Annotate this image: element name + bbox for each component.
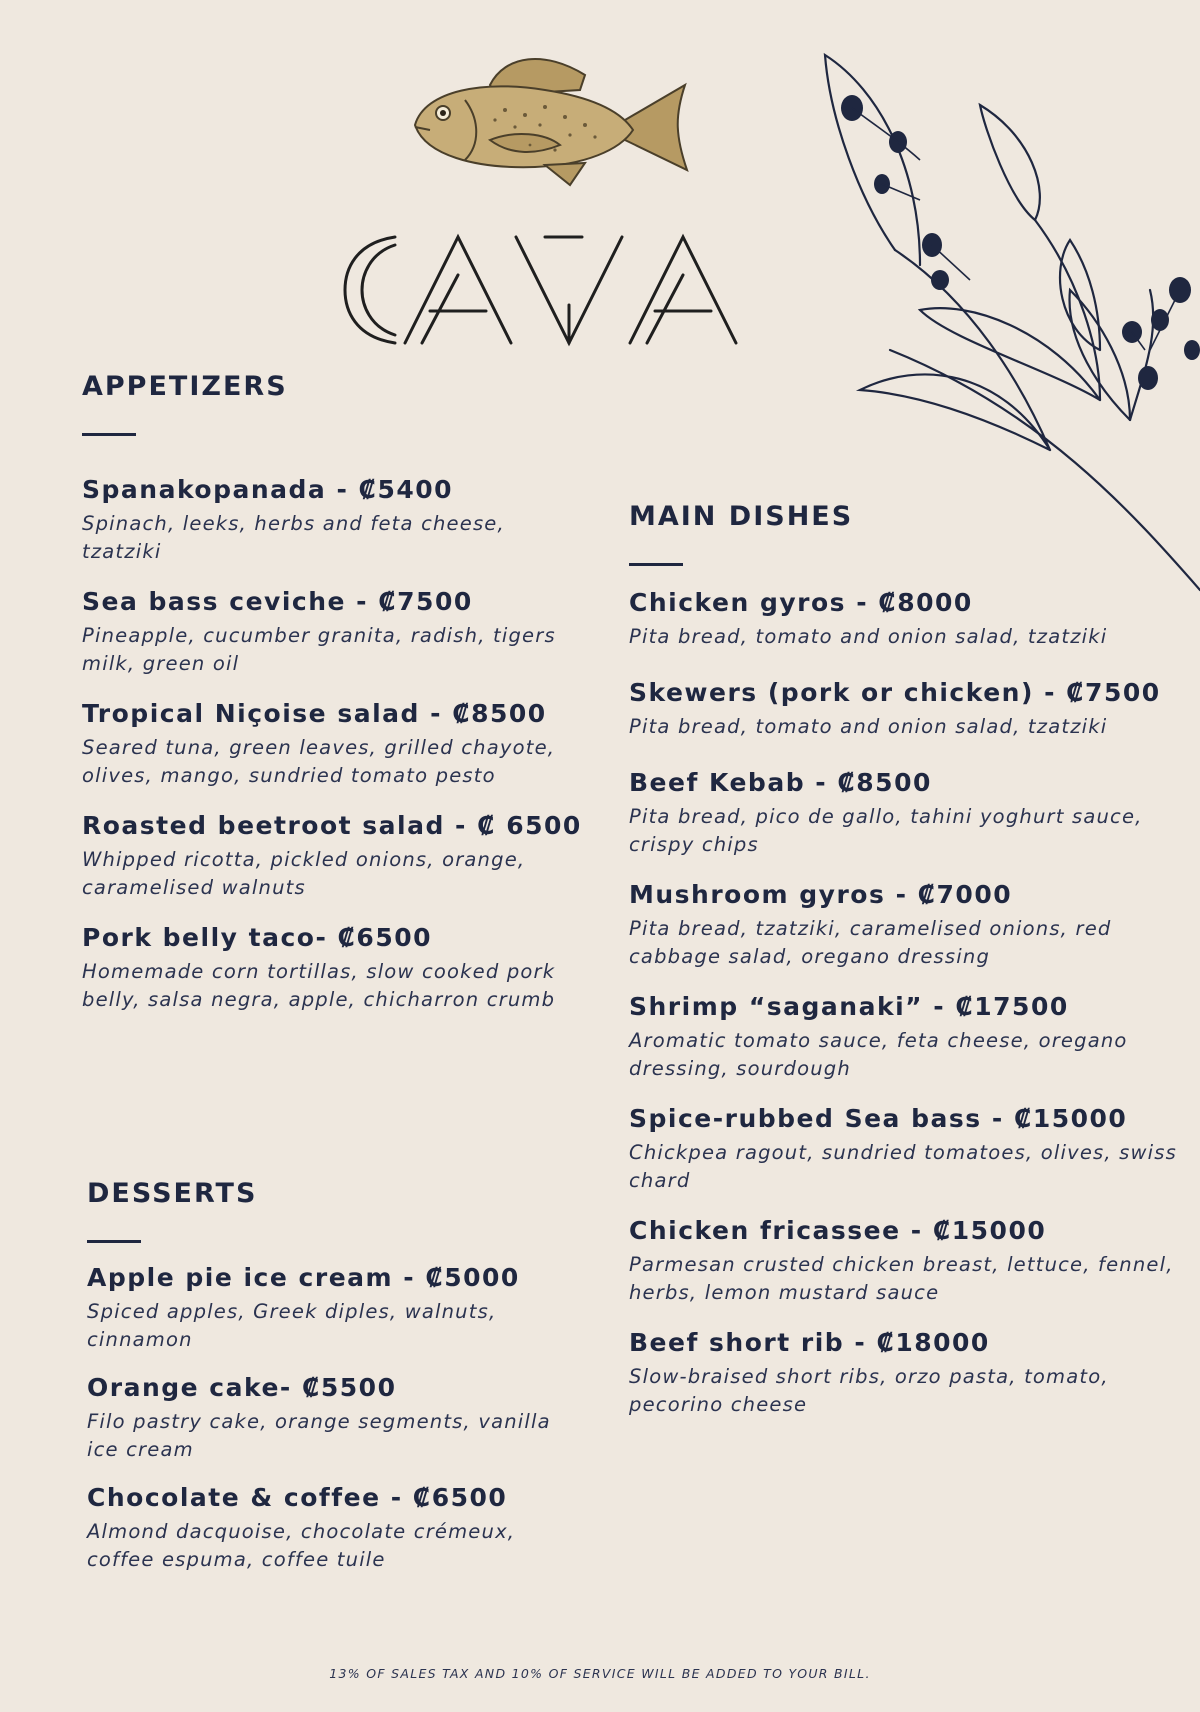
menu-item-description: Chickpea ragout, sundried tomatoes, olives, swiss chard [629, 1141, 1178, 1192]
menu-item [82, 587, 582, 678]
footer-note: 13% OF SALES TAX AND 10% OF SERVICE WILL BE ADDED TO YOUR BILL. [329, 1666, 871, 1681]
menu-item-description: Aromatic tomato sauce, feta cheese, oregano dressing, sourdough [629, 1029, 1128, 1080]
menu-item-description: Spiced apples, Greek diples, walnuts, cinnamon [87, 1300, 497, 1351]
menu-item [629, 678, 1189, 741]
menu-item-description: Pineapple, cucumber granita, radish, tigers milk, green oil [82, 624, 556, 675]
appetizers-section [82, 373, 582, 1035]
menu-item-description: Spinach, leeks, herbs and feta cheese, tzatziki [82, 512, 505, 563]
desserts-section [87, 1180, 587, 1593]
menu-item [87, 1263, 587, 1354]
menu-item-name: Roasted beetroot salad - ₡ 6500 [82, 811, 582, 840]
desserts-list [87, 1263, 587, 1574]
menu-item-name: Chicken fricassee - ₡15000 [629, 1216, 1047, 1245]
menu-item [82, 475, 582, 566]
menu-item-name: Sea bass ceviche - ₡7500 [82, 587, 473, 616]
menu-item-name: Apple pie ice cream - ₡5000 [87, 1263, 520, 1292]
fish-icon [395, 45, 695, 195]
menu-item-name: Beef Kebab - ₡8500 [629, 768, 932, 797]
menu-item [87, 1483, 587, 1574]
menu-item-description: Pita bread, tomato and onion salad, tzatziki [629, 625, 1108, 648]
appetizers-list [82, 475, 582, 1014]
menu-item-description: Pita bread, pico de gallo, tahini yoghurt sauce, crispy chips [629, 805, 1143, 856]
menu-item-description: Seared tuna, green leaves, grilled chayote, olives, mango, sundried tomato pesto [82, 736, 556, 787]
menu-item-description: Almond dacquoise, chocolate crémeux, coffee espuma, coffee tuile [87, 1520, 516, 1571]
menu-item-name: Chicken gyros - ₡8000 [629, 588, 973, 617]
menu-item-name: Shrimp “saganaki” - ₡17500 [629, 992, 1069, 1021]
menu-item [82, 811, 582, 902]
heading-divider [87, 1240, 141, 1243]
menu-item-name: Skewers (pork or chicken) - ₡7500 [629, 678, 1161, 707]
menu-item [629, 992, 1189, 1083]
main-dishes-section [629, 503, 1189, 1440]
menu-item [629, 1104, 1189, 1195]
menu-item [87, 1373, 587, 1464]
main-dishes-list [629, 588, 1189, 1419]
menu-item-description: Whipped ricotta, pickled onions, orange, caramelised walnuts [82, 848, 526, 899]
menu-item-name: Mushroom gyros - ₡7000 [629, 880, 1013, 909]
menu-item [629, 588, 1189, 651]
menu-item [629, 1216, 1189, 1307]
menu-item [629, 880, 1189, 971]
menu-item-description: Pita bread, tzatziki, caramelised onions, red cabbage salad, oregano dressing [629, 917, 1112, 968]
menu-item [629, 768, 1189, 859]
menu-item [82, 923, 582, 1014]
menu-item-description: Slow-braised short ribs, orzo pasta, tomato, pecorino cheese [629, 1365, 1109, 1416]
cava-logo [340, 225, 760, 355]
menu-item-description: Pita bread, tomato and onion salad, tzatziki [629, 715, 1108, 738]
appetizers-heading: APPETIZERS [82, 371, 288, 402]
menu-item-description: Homemade corn tortillas, slow cooked pork belly, salsa negra, apple, chicharron crumb [82, 960, 556, 1011]
menu-item-name: Pork belly taco- ₡6500 [82, 923, 433, 952]
menu-item-description: Parmesan crusted chicken breast, lettuce, fennel, herbs, lemon mustard sauce [629, 1253, 1174, 1304]
menu-item-name: Tropical Niçoise salad - ₡8500 [82, 699, 547, 728]
heading-divider [629, 563, 683, 566]
menu-item-name: Chocolate & coffee - ₡6500 [87, 1483, 508, 1512]
menu-item-name: Orange cake- ₡5500 [87, 1373, 397, 1402]
desserts-heading: DESSERTS [87, 1178, 258, 1209]
menu-item-name: Spanakopanada - ₡5400 [82, 475, 454, 504]
menu-item-description: Filo pastry cake, orange segments, vanilla ice cream [87, 1410, 551, 1461]
menu-item-name: Beef short rib - ₡18000 [629, 1328, 990, 1357]
main-dishes-heading: MAIN DISHES [629, 501, 854, 532]
menu-item [629, 1328, 1189, 1419]
heading-divider [82, 433, 136, 436]
menu-item [82, 699, 582, 790]
menu-item-name: Spice-rubbed Sea bass - ₡15000 [629, 1104, 1128, 1133]
